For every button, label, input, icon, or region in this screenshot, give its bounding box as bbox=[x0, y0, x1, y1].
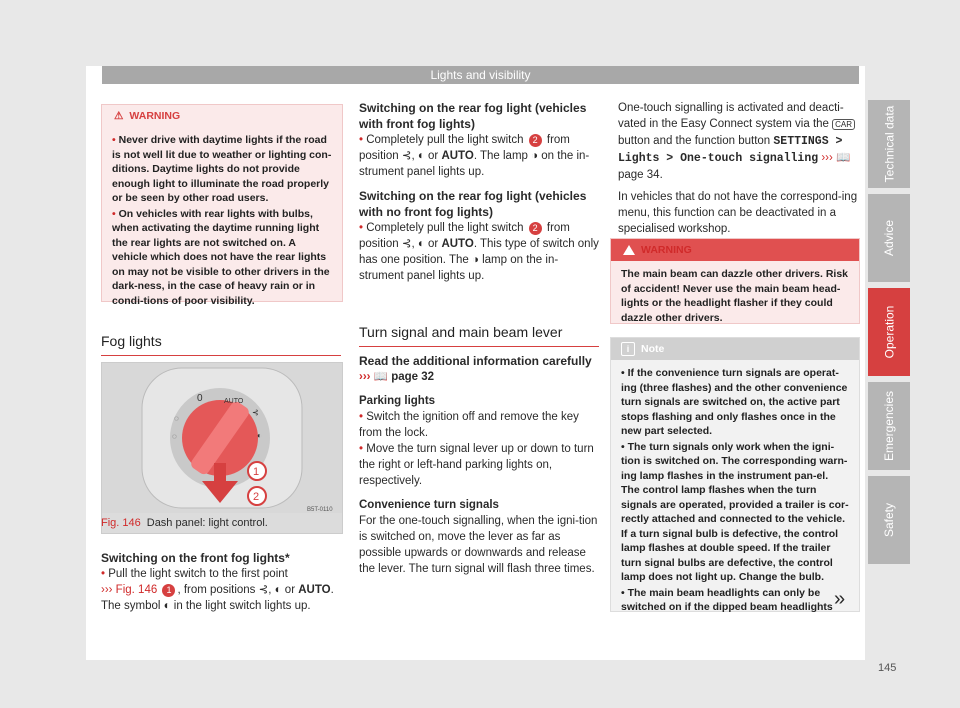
page-header: Lights and visibility bbox=[102, 66, 859, 84]
front-fog-text: • Pull the light switch to the first point ››› Fig. 146 1 , from positions ⊰, ◐ or AUTO. The symbol ◐ in the light switch lights up. bbox=[101, 568, 334, 612]
svg-text:◌: ◌ bbox=[172, 432, 177, 441]
warning-box-main-beam: WARNING The main beam can dazzle other drivers. Risk of accident! Never use the main beam head-lights or the headlight flasher if they could dazzle other drivers. bbox=[610, 238, 860, 324]
warning-label: WARNING bbox=[129, 110, 181, 122]
one-touch-section: One-touch signalling is activated and deacti-vated in the Easy Connect system via the CAR button and the function button SETTINGS > Lights > One-touch signalling ››› 📖 page 34. In vehicles that do not have the correspond-ing menu, this function can be deactivated in a specialised workshop. bbox=[618, 102, 858, 235]
figure-light-control bbox=[101, 362, 343, 534]
figure-caption: Fig. 146 Dash panel: light control. bbox=[101, 517, 268, 529]
figure-label: Fig. 146 bbox=[101, 517, 141, 529]
parking-title: Parking lights bbox=[359, 395, 436, 407]
svg-text:⊰: ⊰ bbox=[252, 408, 259, 417]
section-title-turn-signal: Turn signal and main beam lever bbox=[359, 324, 599, 347]
figure-code: B5T-0110 bbox=[307, 507, 333, 513]
warning-icon bbox=[623, 245, 635, 255]
warning-icon: ⚠ bbox=[114, 110, 124, 122]
convenience-title: Convenience turn signals bbox=[359, 499, 499, 511]
continue-mark: » bbox=[834, 588, 846, 610]
note-item: • The turn signals only work when the igni-tion is switched on. The corresponding warn-ing lamp flashes in the instrument pan-el. The control lamp flashes when the turn signals are operated, provided a trailer is cor-rectly attached and connected to the vehicle. If a turn signal bulb is defective, the control lamp flashes at double speed. If the trailer turn signal bulbs are defective, the control lamp does not light up. Change the bulb. bbox=[621, 440, 849, 583]
tab-emergencies[interactable]: Emergencies bbox=[868, 382, 910, 470]
svg-text:AUTO: AUTO bbox=[224, 398, 244, 405]
warning-item: • On vehicles with rear lights with bulbs, when activating the daytime running light the rear lights are not switched on. A vehicle which does not have the rear lights on may not be visible to other drivers in the dark-ness, in the case of heavy rain or in condi-tions of poor visibility. bbox=[112, 207, 330, 307]
warning-header bbox=[102, 105, 342, 127]
info-icon: i bbox=[621, 342, 635, 356]
page-link[interactable]: page 34. bbox=[618, 169, 663, 181]
turn-signal-section: Read the additional information carefully ››› 📖 page 32 Parking lights • Switch the ignition off and remove the key from the lock. • Move the turn signal lever up or down to turn the right or left-hand parking lights on, respectively. Convenience turn signals For the one-touch signalling, when the igni-tion is switched on, move the lever as far as possible upwards or downwards and release the lever. The turn signal will flash three times. bbox=[359, 354, 598, 575]
side-tabs bbox=[868, 100, 910, 570]
note-box: i Note • If the convenience turn signals are operat-ing (three flashes) and the other convenience turn signals are switched on, the active part stops flashing and only flashes once in the new part selected. • The turn signals only work when the igni-tion is switched on. The corresponding warn-ing lamp flashes in the instrument pan-el. The control lamp flashes when the turn signals are operated, provided a trailer is cor-rectly attached and connected to the vehicle. If a turn signal bulb is defective, the control lamp flashes at double speed. If the trailer turn signal bulbs are defective, the control lamp does not light up. Change the bulb. • The main beam headlights can only be switched on if the dipped beam headlights bbox=[610, 337, 860, 612]
section-title-fog: Fog lights bbox=[101, 333, 341, 356]
light-switch-image bbox=[102, 363, 342, 513]
rear-fog-title-2: Switching on the rear fog light (vehicles with no front fog lights) bbox=[359, 189, 587, 219]
svg-text:2: 2 bbox=[253, 491, 260, 503]
warning-item: • Never drive with daytime lights if the road is not well lit due to weather or lighting con-ditions. Daytime lights do not provide enough light to illuminate the road properly or be seen by other road users. bbox=[112, 134, 332, 204]
note-item: • The main beam headlights can only be switched on if the dipped beam headlights bbox=[621, 586, 833, 613]
page-link[interactable]: page 32 bbox=[391, 371, 435, 383]
rear-fog-title-1: Switching on the rear fog light (vehicles with front fog lights) bbox=[359, 101, 587, 131]
tab-technical-data[interactable]: Technical data bbox=[868, 100, 910, 188]
rear-fog-section: Switching on the rear fog light (vehicles with front fog lights) • Completely pull the light switch 2 from position ⊰, ◐ or AUTO. The lamp ◑ on the in-strument panel lights up. Switching on the rear fog light (vehicles with no front fog lights) • Completely pull the light switch 2 from position ⊰, ◐ or AUTO. This type of switch only has one position. The ◑ lamp on the in-strument panel lights up. bbox=[359, 101, 599, 282]
warning-box bbox=[101, 104, 343, 307]
svg-text:◌: ◌ bbox=[174, 414, 179, 423]
svg-text:0: 0 bbox=[197, 393, 203, 404]
figure-link[interactable]: ››› Fig. 146 bbox=[101, 584, 158, 596]
page-number: 145 bbox=[878, 662, 897, 674]
tab-safety[interactable]: Safety bbox=[868, 476, 910, 564]
book-icon: 📖 bbox=[373, 371, 389, 383]
note-item: • If the convenience turn signals are operat-ing (three flashes) and the other convenience turn signals are switched on, the active part stops flashing and only flashes once in the new part selected. bbox=[621, 367, 848, 437]
front-fog-title: Switching on the front fog lights* bbox=[101, 551, 290, 565]
svg-text:1: 1 bbox=[253, 466, 260, 478]
tab-operation[interactable]: Operation bbox=[868, 288, 910, 376]
tab-advice[interactable]: Advice bbox=[868, 194, 910, 282]
svg-text:◐: ◐ bbox=[257, 431, 262, 440]
warning-body bbox=[102, 127, 342, 315]
car-button-icon: CAR bbox=[832, 119, 855, 130]
front-fog-section bbox=[101, 550, 341, 614]
